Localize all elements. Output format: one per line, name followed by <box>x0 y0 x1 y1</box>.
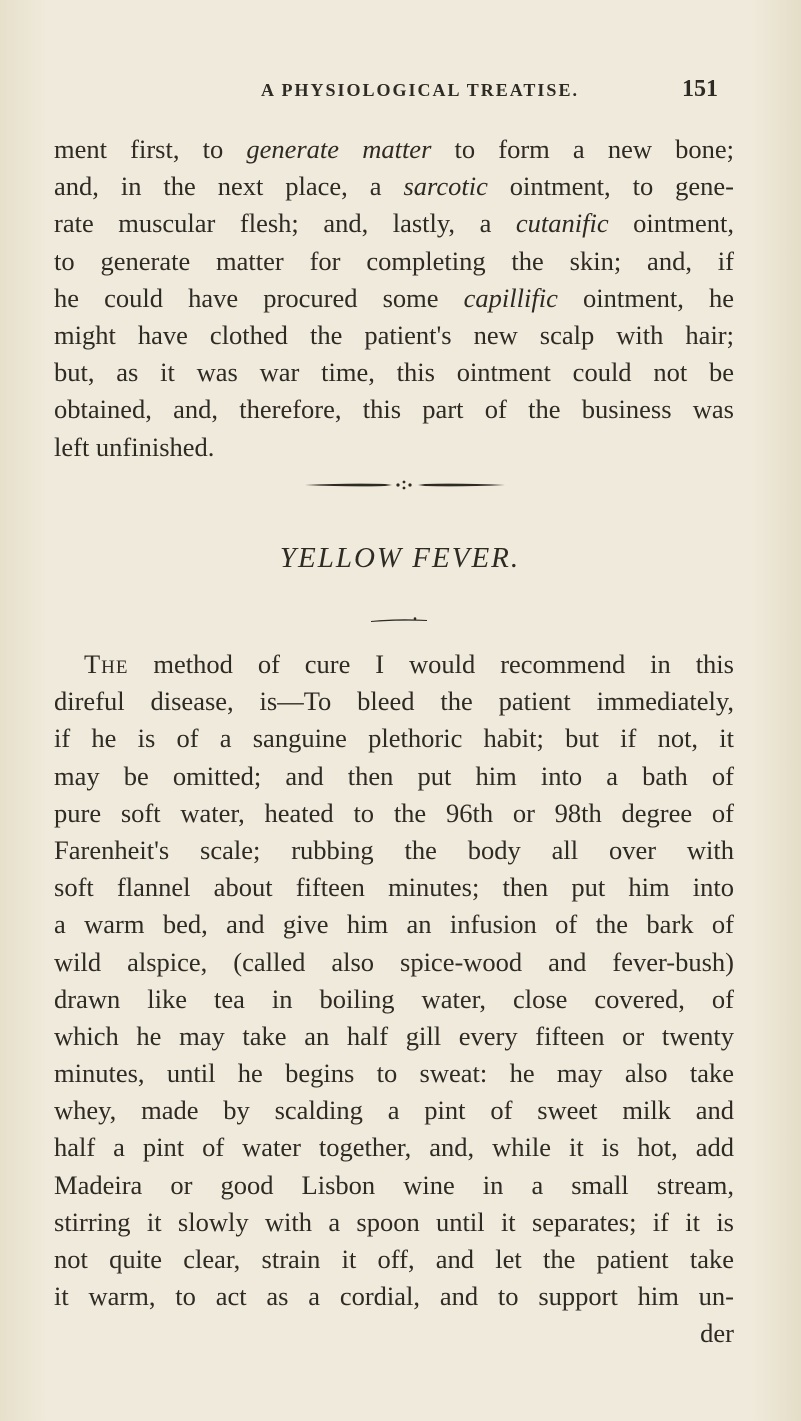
text-line: not quite clear, strain it off, and let the patient take <box>54 1244 734 1274</box>
text-line: soft flannel about fifteen minutes; then put him into <box>54 872 734 903</box>
text-run: rate muscular flesh; and, lastly, a <box>54 208 516 239</box>
text-run: he could have procured some <box>54 282 464 313</box>
page-number: 151 <box>682 76 718 102</box>
text-line: wild alspice, (called also spice-wood and fever-bush) <box>54 946 734 977</box>
text-line <box>54 280 734 317</box>
text-line: direful disease, is—To bleed the patient immediately, <box>54 686 734 717</box>
italic-phrase: generate matter <box>246 134 432 164</box>
text-run: ment first, to <box>54 134 247 164</box>
text-line: stirring it slowly with a spoon until it separates; if it is <box>54 1206 734 1237</box>
text-line: drawn like tea in boiling water, close covered, of <box>54 983 734 1014</box>
text-line: to generate matter for completing the skin; and, if <box>54 245 734 276</box>
text-run: ointment, <box>608 208 734 239</box>
text-line: pure soft water, heated to the 96th or 98th degree of <box>54 797 734 828</box>
running-head: A PHYSIOLOGICAL TREATISE. <box>261 80 579 100</box>
text-line: might have clothed the patient's new scalp with hair; <box>54 319 734 350</box>
text-line: may be omitted; and then put him into a bath of <box>54 760 734 791</box>
text-line: obtained, and, therefore, this part of the business was <box>54 394 734 425</box>
text-line: Farenheit's scale; rubbing the body all over with <box>54 834 734 865</box>
text-run: ointment, to gene- <box>487 171 734 202</box>
text-line <box>54 205 734 242</box>
text-line: left unfinished. <box>54 431 215 462</box>
text-line <box>54 168 734 205</box>
text-line: but, as it was war time, this ointment could not be <box>54 357 734 388</box>
text-line: Madeira or good Lisbon wine in a small stream, <box>54 1169 734 1200</box>
text-line: whey, made by scalding a pint of sweet milk and <box>54 1095 734 1126</box>
text-line: a warm bed, and give him an infusion of the bark of <box>54 909 734 940</box>
text-line: minutes, until he begins to sweat: he may also take <box>54 1058 734 1089</box>
main-paragraph <box>54 646 734 1353</box>
intro-paragraph <box>54 131 734 466</box>
text-run: method of cure I would recommend in this <box>128 649 734 679</box>
text-run: to form a new bone; <box>431 134 734 164</box>
text-line: if he is of a sanguine plethoric habit; but if not, it <box>54 723 734 754</box>
text-run: and, in the next place, a <box>54 171 404 202</box>
text-line: half a pint of water together, and, while it is hot, add <box>54 1132 734 1163</box>
italic-phrase: cutanific <box>515 208 609 239</box>
text-line: which he may take an half gill every fifteen or twenty <box>54 1020 734 1051</box>
text-run: ointment, he <box>557 282 734 313</box>
text-line <box>54 131 734 168</box>
section-title: YELLOW FEVER. <box>279 542 521 574</box>
title-rule-ornament <box>369 616 429 624</box>
section-divider-ornament <box>300 475 510 495</box>
small-caps-word: The <box>84 649 129 679</box>
italic-phrase: sarcotic <box>403 171 488 202</box>
text-line <box>54 646 734 683</box>
text-line: it warm, to act as a cordial, and to support him un- <box>54 1281 734 1312</box>
catchword: der <box>700 1318 734 1349</box>
italic-phrase: capillific <box>463 282 558 313</box>
